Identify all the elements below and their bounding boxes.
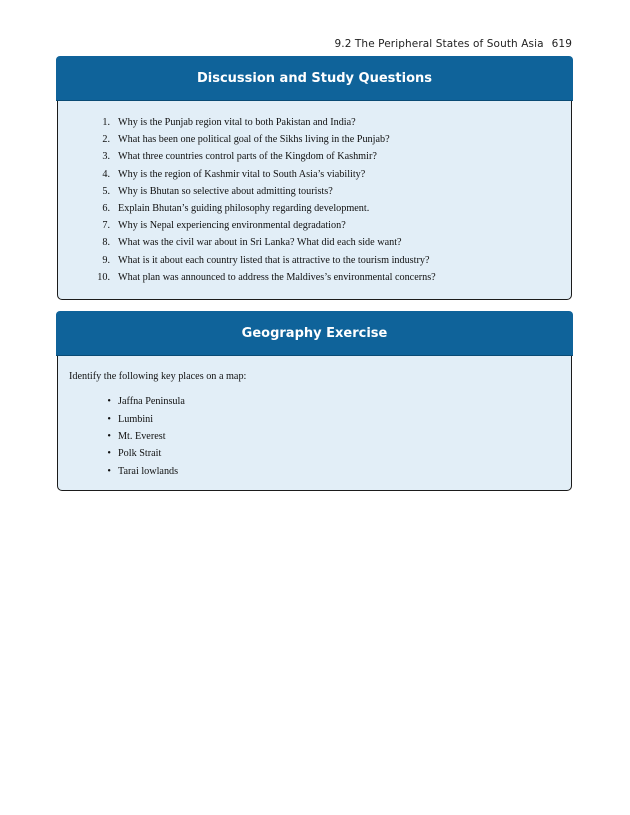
item-number: 1. <box>102 117 110 129</box>
geography-title: Geography Exercise <box>56 311 573 355</box>
question-text: What three countries control parts of the Kingdom of Kashmir? <box>118 151 377 163</box>
item-number: 6. <box>102 203 110 215</box>
question-text: Why is the Punjab region vital to both Pakistan and India? <box>118 117 356 129</box>
place-text: Lumbini <box>118 413 154 425</box>
question-text: Why is Nepal experiencing environmental degradation? <box>118 220 346 232</box>
bullet-icon: • <box>107 413 111 425</box>
place-text: Tarai lowlands <box>118 465 179 477</box>
item-number: 8. <box>102 237 110 249</box>
list-item <box>58 183 571 200</box>
bullet-icon: • <box>107 396 111 408</box>
running-head <box>334 38 572 50</box>
bullet-icon: • <box>107 465 111 477</box>
list-item <box>58 463 571 480</box>
list-item <box>58 148 571 165</box>
list-item <box>58 428 571 445</box>
running-head-title: 9.2 The Peripheral States of South Asia <box>334 38 544 50</box>
list-item <box>58 445 571 462</box>
geography-intro: Identify the following key places on a map: <box>69 371 247 382</box>
list-item <box>58 114 571 131</box>
question-text: What is it about each country listed that is attractive to the tourism industry? <box>118 254 430 266</box>
question-text: Explain Bhutan’s guiding philosophy regarding development. <box>118 203 370 215</box>
bullet-icon: • <box>107 430 111 442</box>
question-text: What was the civil war about in Sri Lanka? What did each side want? <box>118 237 402 249</box>
list-item <box>58 200 571 217</box>
place-text: Jaffna Peninsula <box>118 396 185 408</box>
list-item <box>58 393 571 410</box>
item-number: 4. <box>102 168 110 180</box>
item-number: 9. <box>102 254 110 266</box>
page-number: 619 <box>551 38 572 50</box>
item-number: 5. <box>102 185 110 197</box>
discussion-title: Discussion and Study Questions <box>56 56 573 100</box>
question-list <box>58 114 571 286</box>
item-number: 10. <box>97 271 110 283</box>
place-text: Mt. Everest <box>118 430 166 442</box>
list-item <box>58 410 571 427</box>
list-item <box>58 131 571 148</box>
question-text: What plan was announced to address the Maldives’s environmental concerns? <box>118 271 436 283</box>
list-item <box>58 166 571 183</box>
place-list <box>58 393 571 480</box>
list-item <box>58 269 571 286</box>
question-text: Why is Bhutan so selective about admitting tourists? <box>118 185 333 197</box>
list-item <box>58 234 571 251</box>
question-text: Why is the region of Kashmir vital to South Asia’s viability? <box>118 168 366 180</box>
list-item <box>58 252 571 269</box>
question-text: What has been one political goal of the Sikhs living in the Punjab? <box>118 134 390 146</box>
place-text: Polk Strait <box>118 448 162 460</box>
list-item <box>58 217 571 234</box>
item-number: 2. <box>102 134 110 146</box>
item-number: 3. <box>102 151 110 163</box>
item-number: 7. <box>102 220 110 232</box>
bullet-icon: • <box>107 448 111 460</box>
geography-box <box>57 311 572 491</box>
discussion-box <box>57 56 572 300</box>
